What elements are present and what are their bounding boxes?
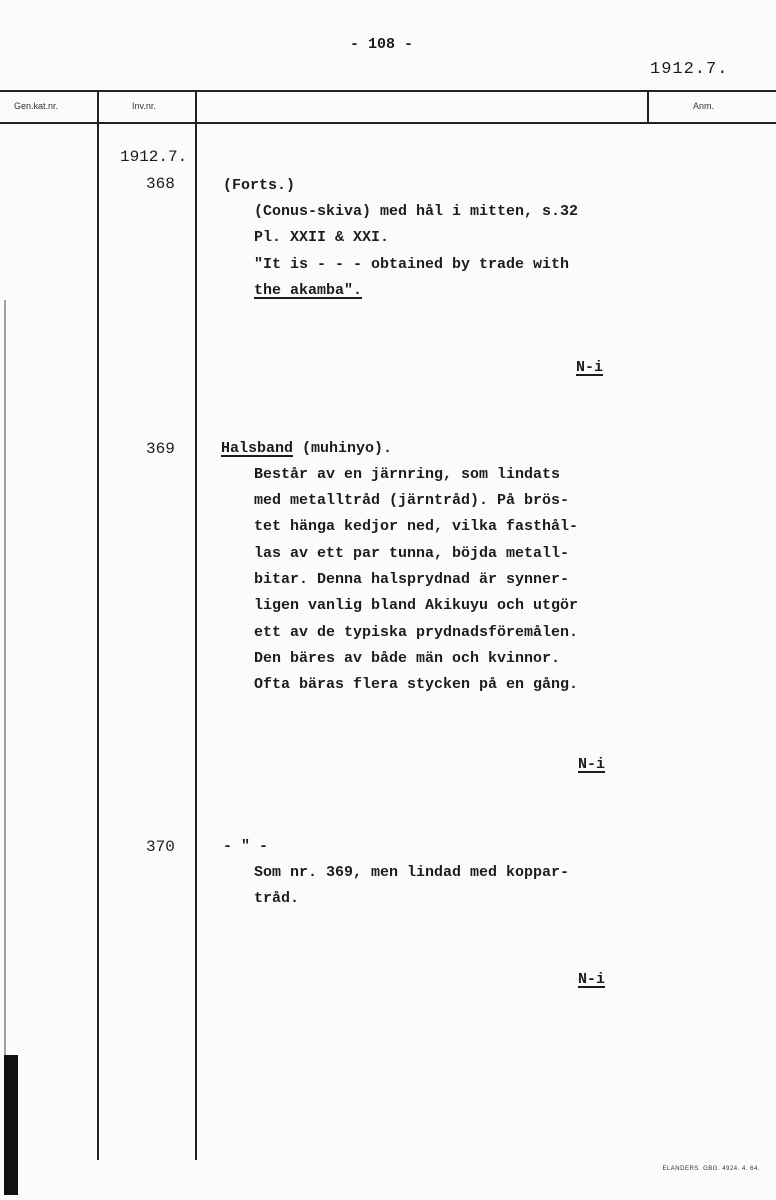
entry-369-signature: N-i: [578, 756, 606, 773]
entry-369-line-3: tet hänga kedjor ned, vilka fasthål-: [254, 518, 579, 535]
printer-mark: ELANDERS. GBG. 4924. 4. 64.: [662, 1166, 760, 1172]
page-number: - 108 -: [350, 36, 414, 53]
entry-369-line-6: ligen vanlig bland Akikuyu och utgör: [254, 597, 579, 614]
column-divider-gen-inv: [97, 90, 99, 1160]
accession-number: 1912.7.: [650, 60, 729, 79]
entry-369-line-9: Ofta bäras flera stycken på en gång.: [254, 676, 579, 693]
inv-number-370: 370: [146, 838, 175, 856]
column-divider-inv-text: [195, 90, 197, 1160]
scan-edge-shadow: [4, 1055, 18, 1195]
column-header-inv-nr: Inv.nr.: [132, 101, 156, 111]
entry-368-line-4: "It is - - - obtained by trade with: [254, 256, 570, 273]
entry-369-line-2: med metalltråd (järntråd). På brös-: [254, 492, 570, 509]
entry-368-line-3: Pl. XXII & XXI.: [254, 229, 390, 246]
entry-369-line-4: las av ett par tunna, böjda metall-: [254, 545, 570, 562]
entry-370-heading: - " -: [223, 838, 269, 855]
entry-370-line-2: tråd.: [254, 890, 300, 907]
header-top-rule: [0, 90, 776, 92]
column-header-gen-kat-nr: Gen.kat.nr.: [14, 101, 59, 111]
entry-369-title: Halsband: [221, 440, 294, 457]
inv-number-368: 368: [146, 175, 175, 193]
entry-369-line-7: ett av de typiska prydnadsföremålen.: [254, 624, 579, 641]
entry-369-title-suffix: (muhinyo).: [293, 440, 393, 457]
entry-369-line-8: Den bäres av både män och kvinnor.: [254, 650, 561, 667]
entry-368-signature: N-i: [576, 359, 604, 376]
section-accession: 1912.7.: [120, 148, 188, 166]
entry-369-heading: [221, 436, 392, 462]
scan-edge-line: [4, 300, 6, 1060]
header-bottom-rule: [0, 122, 776, 124]
entry-369-line-5: bitar. Denna halsprydnad är synner-: [254, 571, 570, 588]
entry-368-line-1: (Forts.): [223, 177, 296, 194]
column-divider-text-anm: [647, 90, 649, 124]
column-header-anm: Anm.: [693, 101, 715, 111]
entry-368-line-2: (Conus-skiva) med hål i mitten, s.32: [254, 203, 579, 220]
entry-368-line-5: the akamba".: [254, 282, 363, 299]
entry-370-signature: N-i: [578, 971, 606, 988]
entry-369-line-1: Består av en järnring, som lindats: [254, 466, 561, 483]
entry-370-line-1: Som nr. 369, men lindad med koppar-: [254, 864, 570, 881]
inv-number-369: 369: [146, 440, 175, 458]
